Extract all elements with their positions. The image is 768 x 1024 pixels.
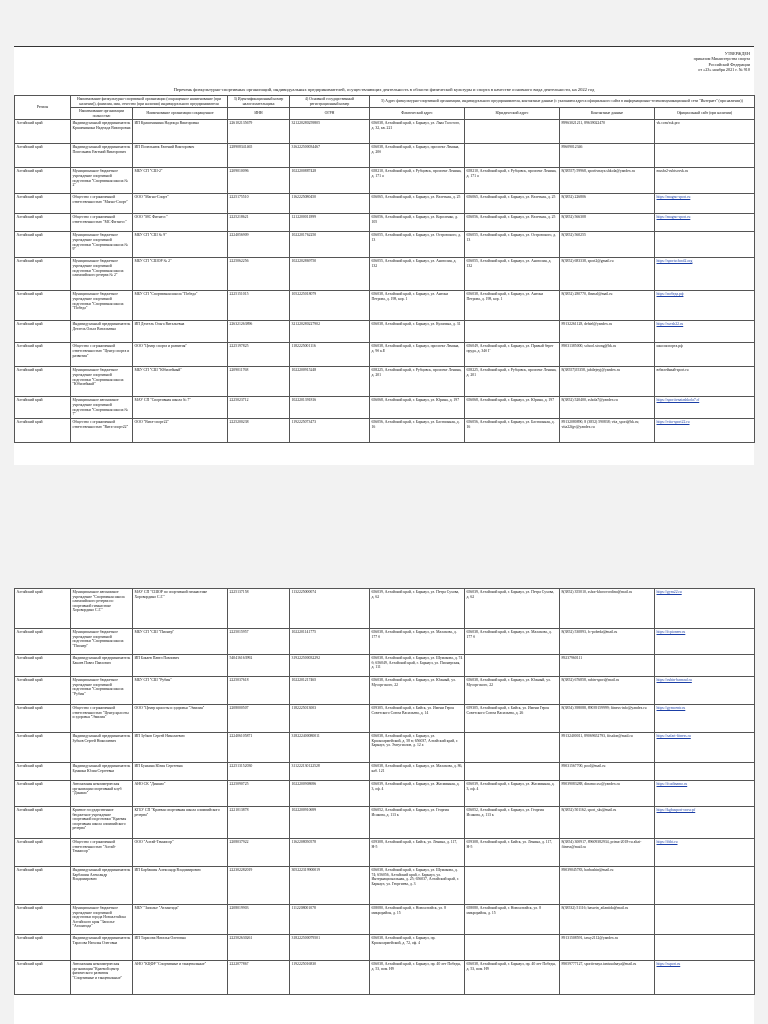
cell-website: musbr2-rubtsovsk.ru (655, 168, 755, 194)
cell-region: Алтайский край (15, 367, 71, 397)
cell-actual-address: 656038, Алтайский край, г. Барнаул, пр. 40 лет Победы, д. 53, пом. Н9 (370, 961, 465, 995)
cell-website[interactable]: https://rubin-barnaul.ru (655, 677, 755, 705)
cell-legal-address: 656056, Алтайский край, г. Барнаул, ул. Бастионная, д. 16 (465, 419, 560, 443)
cell-contacts: 8(3852) 280770, fhsmal@mail.ru (560, 291, 655, 321)
cell-actual-address: 656055, Алтайский край, г. Барнаул, ул. Анатолия, д. 132 (370, 258, 465, 291)
cell-actual-address: 656038, Алтайский край, г. Барнаул, ул. Малахова, д. 177 б (370, 629, 465, 655)
cell-actual-address: 656038, Алтайский край, г. Барнаул, пр. Красноармейский, д. 72, оф. 4 (370, 935, 465, 961)
cell-org-name: Муниципальное бюджетное учреждение спортивной подготовки "Спортивная школа "Рубин" (71, 677, 133, 705)
col-header-inn: ИНН (228, 108, 290, 120)
cell-actual-address: 656038, Алтайский край, г. Барнаул, проспект Ленина, д. 9б к.Е (370, 343, 465, 367)
cell-region: Алтайский край (15, 677, 71, 705)
cell-region: Алтайский край (15, 232, 71, 258)
cell-org-name: Муниципальное бюджетное учреждение спортивной подготовки "Спортивная школа "Юбилейный" (71, 367, 133, 397)
cell-org-name: Муниципальное бюджетное учреждение спортивной подготовки "Спортивная школа "Пионер" (71, 629, 133, 655)
cell-inn: 2225218621 (228, 214, 290, 232)
cell-org-name: Муниципальное бюджетное учреждение спортивной подготовки "Спортивная школа олимпийского резерва № 2" (71, 258, 133, 291)
cell-inn: 2225090725 (228, 781, 290, 807)
col-header-inn-group: 3) Идентификационный номер налогоплательщика (228, 96, 290, 108)
cell-legal-address: 656038, Алтайский край, г. Барнаул, ул. Малахова, д. 177 б (465, 629, 560, 655)
cell-contacts: 89963021211, 89639022470 (560, 120, 655, 144)
cell-ogrn: 1022201141775 (290, 629, 370, 655)
cell-org-short-name: ИП Зубков Сергей Николаевич (133, 733, 228, 763)
cell-org-short-name: ИП Крашенинина Надежда Викторовна (133, 120, 228, 144)
cell-org-short-name: МБУ СП "Спортивная школа "Победа" (133, 291, 228, 321)
cell-org-short-name: МБУ СП "СШ "Рубин" (133, 677, 228, 705)
cell-website[interactable]: https://gym22.ru (655, 589, 755, 629)
cell-contacts: 8(3852) 566308 (560, 214, 655, 232)
cell-inn: 2208000507 (228, 705, 290, 733)
cell-actual-address: 658225, Алтайский край, г. Рубцовск, проспект Ленина, д. 201 (370, 367, 465, 397)
cell-ogrn: 1212200011899 (290, 214, 370, 232)
cell-inn: 2225023712 (228, 397, 290, 419)
cell-org-short-name: МАУ СП "Спортивная школа № 7" (133, 397, 228, 419)
table-row (15, 629, 755, 655)
cell-actual-address: 656065, Алтайский край, г. Барнаул, ул. Взлетная, д. 25 (370, 194, 465, 214)
cell-actual-address: 656038, Алтайский край, г. Барнаул, ул. Кулагина, д. 31 (370, 321, 465, 343)
cell-inn: 2208019903 (228, 905, 290, 935)
cell-contacts: 89031385000, school.strong@bk.ru (560, 343, 655, 367)
cell-legal-address: 658080, Алтайский край, г. Новоалтайск, ул. 8 микрорайон, д. 15 (465, 905, 560, 935)
cell-inn: 2225151015 (228, 291, 290, 321)
cell-ogrn: 316222500034467 (290, 144, 370, 168)
cell-website[interactable]: https://fcadinamo.ru (655, 781, 755, 807)
cell-contacts: 89132261128, dehtel@yandex.ru (560, 321, 655, 343)
cell-contacts: 8(3852) 501162, sport_sks@mail.ru (560, 807, 655, 839)
cell-region: Алтайский край (15, 343, 71, 367)
cell-legal-address: 656055, Алтайский край, г. Барнаул, ул. Анатолия, д. 132 (465, 258, 560, 291)
cell-region: Алтайский край (15, 291, 71, 321)
cell-region: Алтайский край (15, 867, 71, 905)
cell-region: Алтайский край (15, 214, 71, 232)
cell-region: Алтайский край (15, 655, 71, 677)
table-row (15, 763, 755, 781)
cell-contacts: 89131508591, tassy2112@yandex.ru (560, 935, 655, 961)
cell-org-short-name: ООО "МС Фитнесс" (133, 214, 228, 232)
cell-contacts: 89132400011, 89069652793, fitsalon@mail.ru (560, 733, 655, 763)
cell-org-short-name: ООО "Магно-Спорт" (133, 194, 228, 214)
header-row-columns (15, 108, 755, 120)
cell-actual-address: 656038, Алтайский край, г. Барнаул, ул. Малахова, д. 86, каб. 121 (370, 763, 465, 781)
cell-org-short-name: МАУ СП "СШОР по спортивной гимнастике Хоровордино С.Г." (133, 589, 228, 629)
cell-website (655, 232, 755, 258)
cell-ogrn: 1182225013003 (290, 705, 370, 733)
cell-inn: 540416163992 (228, 655, 290, 677)
cell-region: Алтайский край (15, 589, 71, 629)
cell-ogrn: 1022202869750 (290, 258, 370, 291)
cell-org-short-name: АНО СК "Динамо" (133, 781, 228, 807)
cell-inn: 2225015957 (228, 629, 290, 655)
header-row-groups (15, 96, 755, 108)
cell-legal-address: 656039, Алтайский край, г. Барнаул, ул. Жасминная, д. 3, оф. 4 (465, 781, 560, 807)
cell-legal-address: 656038, Алтайский край, г. Барнаул, пр. 40 лет Победы, д. 53, пом. Н9 (465, 961, 560, 995)
cell-actual-address: 658210, Алтайский край, г. Рубцовск, проспект Ленина, д. 171 а (370, 168, 465, 194)
cell-org-name: Общество с ограниченной ответственностью "Магно-Спорт" (71, 194, 133, 214)
cell-org-name: Индивидуальный предприниматель Попельнюк Евгений Викторович (71, 144, 133, 168)
cell-website (655, 935, 755, 961)
cell-inn: 228908341465 (228, 144, 290, 168)
cell-org-name: Муниципальное бюджетное учреждение спортивной подготовки "Спортивная школа "Победа" (71, 291, 133, 321)
cell-region: Алтайский край (15, 419, 71, 443)
document-title: Перечень физкультурно-спортивных организаций, индивидуальных предпринимателей, осуществляющих деятельность в области физической культуры и спорта в качестве основного вида деятельности, на 2022 год (173, 87, 595, 92)
cell-ogrn: 318222500079501 (290, 935, 370, 961)
organizations-table-page-1 (14, 95, 755, 443)
cell-inn: 2225137158 (228, 589, 290, 629)
cell-region: Алтайский край (15, 168, 71, 194)
cell-legal-address (465, 120, 560, 144)
cell-ogrn: 1182225001116 (290, 343, 370, 367)
cell-org-short-name: КГБУ СП "Краевая спортивная школа олимпийского резерва" (133, 807, 228, 839)
cell-org-short-name: МБУ СП "СШ "Юбилейный" (133, 367, 228, 397)
table-row (15, 655, 755, 677)
cell-org-name: Автономная некоммерческая организация "Краевой центр физического развития "Спортивные и танцевальные" (71, 961, 133, 995)
cell-org-short-name: ИП Дехтель Ольга Витальевна (133, 321, 228, 343)
table-row (15, 258, 755, 291)
cell-inn: 222302282019 (228, 867, 290, 905)
cell-org-name: Общество с ограниченной ответственностью "Алтай-Теннисор" (71, 839, 133, 867)
cell-ogrn: 318222400080011 (290, 733, 370, 763)
cell-website[interactable]: https://победа.рф (655, 291, 755, 321)
cell-legal-address: 658210, Алтайский край, г. Рубцовск, проспект Ленина, д. 171 а (465, 168, 560, 194)
cell-website[interactable]: https://gymcentr.ru (655, 705, 755, 733)
cell-actual-address: 656052, Алтайский край, г. Барнаул, ул. Георгия Исакова, д. 113 к (370, 807, 465, 839)
cell-contacts: 89609012346 (560, 144, 655, 168)
cell-org-name: Общество с ограниченной ответственностью "Центр красоты и здоровья "Эмилия" (71, 705, 133, 733)
cell-ogrn: 311222130122528 (290, 763, 370, 781)
cell-contacts: 8(3852) 226806 (560, 194, 655, 214)
cell-actual-address: 656056, Алтайский край, г. Барнаул, ул. Короленко, д. 105 (370, 214, 465, 232)
cell-website (655, 905, 755, 935)
cell-contacts: 8(3852) 520400, sshola7@yandex.ru (560, 397, 655, 419)
cell-org-short-name: МБУ СП "СШ-2" (133, 168, 228, 194)
cell-org-short-name: АНО "КЦФР "Спортивные и танцевальные" (133, 961, 228, 995)
cell-contacts: 89039083288, dinamo.ssc@yandex.ru (560, 781, 655, 807)
cell-legal-address (465, 935, 560, 961)
cell-org-short-name: ИП Попельнюк Евгений Викторович (133, 144, 228, 168)
cell-region: Алтайский край (15, 258, 71, 291)
approval-line-1: УТВЕРЖДЕН (724, 51, 750, 56)
table-row (15, 935, 755, 961)
cell-region: Алтайский край (15, 321, 71, 343)
cell-inn: 2225200238 (228, 419, 290, 443)
cell-legal-address (465, 321, 560, 343)
cell-inn: 222502630261 (228, 935, 290, 961)
cell-website[interactable]: https://magno-sport.ru (655, 214, 755, 232)
cell-contacts: 89039045783, barbashin@mail.ru (560, 867, 655, 905)
cell-legal-address: 656038, Алтайский край, г. Барнаул, ул. Южный, ул. Мусоргского, 22 (465, 677, 560, 705)
cell-ogrn: 1022200908696 (290, 781, 370, 807)
cell-website[interactable]: https://sportivnaiashkola7.rf (655, 397, 755, 419)
cell-region: Алтайский край (15, 733, 71, 763)
cell-org-short-name: МБУ "Заполье "Атлантида" (133, 905, 228, 935)
cell-org-short-name: ИП Бакаев Павел Павлович (133, 655, 228, 677)
cell-actual-address: 656038, Алтайский край, г. Барнаул, ул. Антона Петрова, д. 198, кор. 1 (370, 291, 465, 321)
cell-contacts: 89237960111 (560, 655, 655, 677)
cell-legal-address: 659305, Алтайский край, г. Бийск, ул. Имени Героя Советского Союза Васильева, д. 26 (465, 705, 560, 733)
col-header-region: Регион (15, 96, 71, 120)
cell-legal-address: 656049, Алтайский край, г. Барнаул, ул. Правый берег пруда, д. 34б Г (465, 343, 560, 367)
col-header-ogrn-group: 4) Основной государственный регистрационный номер (290, 96, 370, 108)
table-row (15, 343, 755, 367)
table-row (15, 367, 755, 397)
cell-website[interactable]: https://sportschool2.org (655, 258, 755, 291)
cell-inn: 2221013878 (228, 807, 290, 839)
cell-org-name: Общество с ограниченной ответственностью "МС Фитнесс" (71, 214, 133, 232)
cell-legal-address: 658225, Алтайский край, г. Рубцовск, проспект Ленина, д. 201 (465, 367, 560, 397)
cell-contacts: 8(3852) 530893, fc-pobeda@mail.ru (560, 629, 655, 655)
cell-actual-address: 656039, Алтайский край, г. Барнаул, ул. Петра Сухова, д. 62 (370, 589, 465, 629)
cell-inn: 2225062256 (228, 258, 290, 291)
cell-org-name: Индивидуальный предприниматель Бакаев Павел Павлович (71, 655, 133, 677)
col-header-address-group: 5) Адрес физкультурно-спортивной организации, индивидуального предпринимателя, контактные данные (с указанием адреса официального сайта в информационно-телекоммуникационной сети "Интернет" (при наличии)) (370, 96, 755, 108)
cell-ogrn: 1022200915248 (290, 367, 370, 397)
cell-legal-address (465, 144, 560, 168)
cell-contacts: 89031567700, pool@mail.ru (560, 763, 655, 781)
cell-inn: 2225175510 (228, 194, 290, 214)
cell-org-name: Индивидуальный предприниматель Бункина Юлия Сергеевна (71, 763, 133, 781)
cell-website[interactable]: https://fitbi.ru (655, 839, 755, 867)
cell-org-name: Муниципальное автономное учреждение "Спортивная школа олимпийского резерва по спортивной гимнастике Хоровордино С.Г." (71, 589, 133, 629)
cell-actual-address: 656038, Алтайский край, г. Барнаул, ул. Шумакова, д. 74; 656056, Алтайский край, г. Барнаул, ул. Интернациональная, д. 25; 656037, Алтайский край, г. Барнаул, ул. Георгиева, д. 3 (370, 867, 465, 905)
cell-inn: 2209010096 (228, 168, 290, 194)
cell-region: Алтайский край (15, 144, 71, 168)
cell-website (655, 763, 755, 781)
cell-legal-address: 656038, Алтайский край, г. Барнаул, ул. Антона Петрова, д. 198, кор. 1 (465, 291, 560, 321)
cell-region: Алтайский край (15, 781, 71, 807)
cell-actual-address: 658080, Алтайский край, г. Новоалтайск, ул. 8 микрорайон, д. 15 (370, 905, 465, 935)
table-row (15, 419, 755, 443)
cell-org-name: Индивидуальный предприниматель Тарасова Наталья Олеговна (71, 935, 133, 961)
cell-actual-address: 659308, Алтайский край, г. Бийск, ул. Ленина, д. 117, Н-5 (370, 839, 465, 867)
cell-region: Алтайский край (15, 763, 71, 781)
table-row (15, 905, 755, 935)
cell-org-name: Индивидуальный предприниматель Дехтель Ольга Витальевна (71, 321, 133, 343)
table-row (15, 144, 755, 168)
cell-contacts: 8(3852) 683338, sport2@gmail.ru (560, 258, 655, 291)
cell-website (655, 144, 755, 168)
cell-legal-address: 659308, Алтайский край, г. Бийск, ул. Ленина, д. 117, Н-5 (465, 839, 560, 867)
cell-contacts: 8(3852) 355010, sshor-khorovordino@mail.ru (560, 589, 655, 629)
cell-org-name: Муниципальное бюджетное учреждение спортивной подготовки города Новоалтайска Алтайского края "Заполье "Атлантида" (71, 905, 133, 935)
cell-org-short-name: ООО "Центр спорта и развития" (133, 343, 228, 367)
cell-org-short-name: МБУ СП "СШОР № 2" (133, 258, 228, 291)
cell-actual-address: 656038, Алтайский край, г. Барнаул, ул. Красноармейский, д. 58 в; 656037, Алтайский край, г. Барнаул, ул. Эмгугиолов, д. 12 а (370, 733, 465, 763)
cell-legal-address (465, 763, 560, 781)
cell-inn: 226321263896 (228, 321, 290, 343)
cell-website[interactable]: https://fcpioneer.ru (655, 629, 755, 655)
cell-org-name: Автономная некоммерческая организация спортивный клуб "Динамо" (71, 781, 133, 807)
cell-inn: 222513152030 (228, 763, 290, 781)
col-header-name-full: Наименование организации полностью (71, 108, 133, 120)
cell-contacts: 8(3854) 398088, 89039159999; fitness-info@yandex.ru (560, 705, 655, 733)
cell-website[interactable]: https://kgbusport-oorsr.pf (655, 807, 755, 839)
cell-legal-address: 656055, Алтайский край, г. Барнаул, ул. Островского, д. 13 (465, 232, 560, 258)
cell-website[interactable]: https://ssport.ru (655, 961, 755, 995)
cell-inn: 2225037618 (228, 677, 290, 705)
cell-actual-address: 656056, Алтайский край, г. Барнаул, ул. Бастионная, д. 16 (370, 419, 465, 443)
table-row (15, 677, 755, 705)
table-body-page-1 (15, 120, 755, 443)
cell-ogrn: 1112208001078 (290, 905, 370, 935)
col-header-actual-address: Фактический адрес (370, 108, 465, 120)
cell-org-name: Общество с ограниченной ответственностью "Вита-спорт22" (71, 419, 133, 443)
col-header-ogrn: ОГРН (290, 108, 370, 120)
cell-region: Алтайский край (15, 807, 71, 839)
organizations-table-page-2 (14, 588, 755, 995)
cell-contacts: 8(38557)55358, jubilejnyj@yandex.ru (560, 367, 655, 397)
cell-ogrn: 1192225016830 (290, 961, 370, 995)
table-row (15, 214, 755, 232)
cell-ogrn: 1192225073473 (290, 419, 370, 443)
cell-ogrn: 1022200887428 (290, 168, 370, 194)
cell-inn: 2209011768 (228, 367, 290, 397)
approval-line-3: Российской Федерации (708, 61, 750, 67)
cell-ogrn: 319222500032292 (290, 655, 370, 677)
col-header-legal-address: Юридический адрес (465, 108, 560, 120)
cell-region: Алтайский край (15, 961, 71, 995)
table-row (15, 120, 755, 144)
cell-contacts: 8(38557) 59968, sportivnaya.shkola@yandex.ru (560, 168, 655, 194)
cell-website: школаспорта.рф (655, 343, 755, 367)
table-row (15, 232, 755, 258)
cell-legal-address (465, 733, 560, 763)
document-page-1 (14, 46, 754, 465)
cell-legal-address: 656065, Алтайский край, г. Барнаул, ул. Взлетная, д. 25 (465, 194, 560, 214)
table-row (15, 397, 755, 419)
cell-contacts: 8(3852) 560255 (560, 232, 655, 258)
cell-ogrn: 305222319900019 (290, 867, 370, 905)
cell-legal-address (465, 655, 560, 677)
cell-inn: 2222077867 (228, 961, 290, 995)
cell-website: юбилейный-sport.ru (655, 367, 755, 397)
cell-region: Алтайский край (15, 705, 71, 733)
table-row (15, 839, 755, 867)
table-body-page-2 (15, 589, 755, 995)
approval-stamp (694, 51, 750, 73)
cell-org-short-name: ООО "Вита-спорт22" (133, 419, 228, 443)
col-header-org-name-group: Наименование физкультурно-спортивной организации (сокращенное наименование (при наличии)), фамилия, имя, отчество (при наличии) индивидуального предпринимателя (71, 96, 228, 108)
cell-inn: 226102135679 (228, 120, 290, 144)
cell-actual-address: 656068, Алтайский край, г. Барнаул, ул. Юрина, д. 197 (370, 397, 465, 419)
approval-line-4: от «23» ноября 2021 г. № 910 (698, 67, 750, 73)
cell-org-short-name: ООО "Алтай-Теннисор" (133, 839, 228, 867)
cell-legal-address: 656039, Алтайский край, г. Барнаул, ул. Петра Сухова, д. 62 (465, 589, 560, 629)
cell-region: Алтайский край (15, 397, 71, 419)
table-row (15, 705, 755, 733)
cell-website[interactable]: https://magno-sport.ru (655, 194, 755, 214)
table-row (15, 589, 755, 629)
cell-region: Алтайский край (15, 194, 71, 214)
cell-contacts: 8(38532) 51116; bassein_atlantida@mail.ru (560, 905, 655, 935)
table-row (15, 194, 755, 214)
cell-org-short-name: ИП Бункина Юлия Сергеевна (133, 763, 228, 781)
cell-org-name: Муниципальное бюджетное учреждение спортивной подготовки "Спортивная школа № 2" (71, 168, 133, 194)
cell-ogrn: 1022201762250 (290, 232, 370, 258)
cell-org-short-name: МБУ СП "СШ "Пионер" (133, 629, 228, 655)
table-row (15, 781, 755, 807)
cell-ogrn: 1132225000074 (290, 589, 370, 629)
cell-actual-address: 656038, Алтайский край, г. Барнаул, проспект Ленина, д. 20б (370, 144, 465, 168)
cell-org-short-name: ООО "Центр красоты и здоровья "Эмилия" (133, 705, 228, 733)
cell-legal-address: 656052, Алтайский край, г. Барнаул, ул. Георгия Исакова, д. 113 к (465, 807, 560, 839)
cell-contacts: 8(3852) 676858, rubin-sport@mail.ru (560, 677, 655, 705)
cell-website[interactable]: https://safari-fitness.ru (655, 733, 755, 763)
cell-website[interactable]: https://vita-sport22.ru (655, 419, 755, 443)
table-row (15, 291, 755, 321)
cell-ogrn: 1022201217465 (290, 677, 370, 705)
col-header-contacts: Контактные данные (560, 108, 655, 120)
cell-website (655, 655, 755, 677)
cell-org-short-name: ИП Барбашин Александр Владимирович (133, 867, 228, 905)
table-row (15, 961, 755, 995)
cell-ogrn: 321220280259805 (290, 120, 370, 144)
col-header-website: Официальный сайт (при наличии) (655, 108, 755, 120)
cell-org-name: Общество с ограниченной ответственностью "Центр спорта и развития" (71, 343, 133, 367)
col-header-name-short: Наименование организации сокращенное (133, 108, 228, 120)
cell-contacts: 89059777127, sportivnaya.tantsualnaya@mail.ru (560, 961, 655, 995)
cell-ogrn: 1022200910699 (290, 807, 370, 839)
cell-actual-address: 656038, Алтайский край, г. Барнаул, ул. Льва Толстого, д. 32, кв. 221 (370, 120, 465, 144)
cell-legal-address (465, 867, 560, 905)
table-row (15, 321, 755, 343)
cell-org-name: Индивидуальный предприниматель Зубков Сергей Николаевич (71, 733, 133, 763)
cell-legal-address: 656056, Алтайский край, г. Барнаул, ул. Взлетная, д. 25 (465, 214, 560, 232)
cell-region: Алтайский край (15, 629, 71, 655)
cell-website: vk.com/ssk.pro (655, 120, 755, 144)
cell-region: Алтайский край (15, 120, 71, 144)
cell-inn: 2224056909 (228, 232, 290, 258)
cell-org-short-name: ИП Тарасова Наталья Олеговна (133, 935, 228, 961)
cell-inn: 2225197825 (228, 343, 290, 367)
table-row (15, 733, 755, 763)
cell-region: Алтайский край (15, 935, 71, 961)
cell-org-name: Муниципальное автономное учреждение спортивной подготовки "Спортивная школа № 7" (71, 397, 133, 419)
table-row (15, 807, 755, 839)
cell-website (655, 867, 755, 905)
cell-ogrn: 1162208050578 (290, 839, 370, 867)
cell-org-name: Муниципальное бюджетное учреждение спортивной подготовки "Спортивная школа № 9" (71, 232, 133, 258)
document-page-2 (14, 588, 754, 1024)
cell-org-short-name: МБУ СП "СШ № 9" (133, 232, 228, 258)
cell-ogrn: 321220280227902 (290, 321, 370, 343)
cell-inn: 2208037922 (228, 839, 290, 867)
cell-region: Алтайский край (15, 839, 71, 867)
cell-inn: 222406105871 (228, 733, 290, 763)
cell-website[interactable]: https://ssvsh22.ru (655, 321, 755, 343)
cell-actual-address: 656055, Алтайский край, г. Барнаул, ул. Островского, д. 13 (370, 232, 465, 258)
cell-ogrn: 1162225080450 (290, 194, 370, 214)
cell-org-name: Индивидуальный предприниматель Барбашин Александр Владимирович (71, 867, 133, 905)
cell-legal-address: 656068, Алтайский край, г. Барнаул, ул. Юрина, д. 197 (465, 397, 560, 419)
cell-org-name: Краевое государственное бюджетное учреждение спортивной подготовки "Краевая спортивная школа олимпийского резерва" (71, 807, 133, 839)
cell-ogrn: 1022201391816 (290, 397, 370, 419)
table-row (15, 867, 755, 905)
cell-ogrn: 1052225018079 (290, 291, 370, 321)
approval-line-2: приказом Министерства спорта (693, 56, 750, 62)
cell-actual-address: 656039, Алтайский край, г. Барнаул, ул. Жасминная, д. 3, оф. 4 (370, 781, 465, 807)
cell-actual-address: 656038, Алтайский край, г. Барнаул, ул. Шумакова, д. 74 б; 656049, Алтайский край, г. Барнаул, ул. Пионерская, д. 111 (370, 655, 465, 677)
cell-actual-address: 656038, Алтайский край, г. Барнаул, ул. Южный, ул. Мусоргского, 22 (370, 677, 465, 705)
cell-org-name: Индивидуальный предприниматель Крашенинина Надежда Викторовна (71, 120, 133, 144)
cell-actual-address: 659305, Алтайский край, г. Бийск, ул. Имени Героя Советского Союза Васильева, д. 14 (370, 705, 465, 733)
cell-contacts: 8(3854) 300917, 89609382934, prima-2018-ru altai-fitness@mail.ru (560, 839, 655, 867)
cell-region: Алтайский край (15, 905, 71, 935)
cell-contacts: 89132080890, 8 (3852) 590838; vita_sport@bk.ru; vita22fgv@yandex.ru (560, 419, 655, 443)
table-row (15, 168, 755, 194)
